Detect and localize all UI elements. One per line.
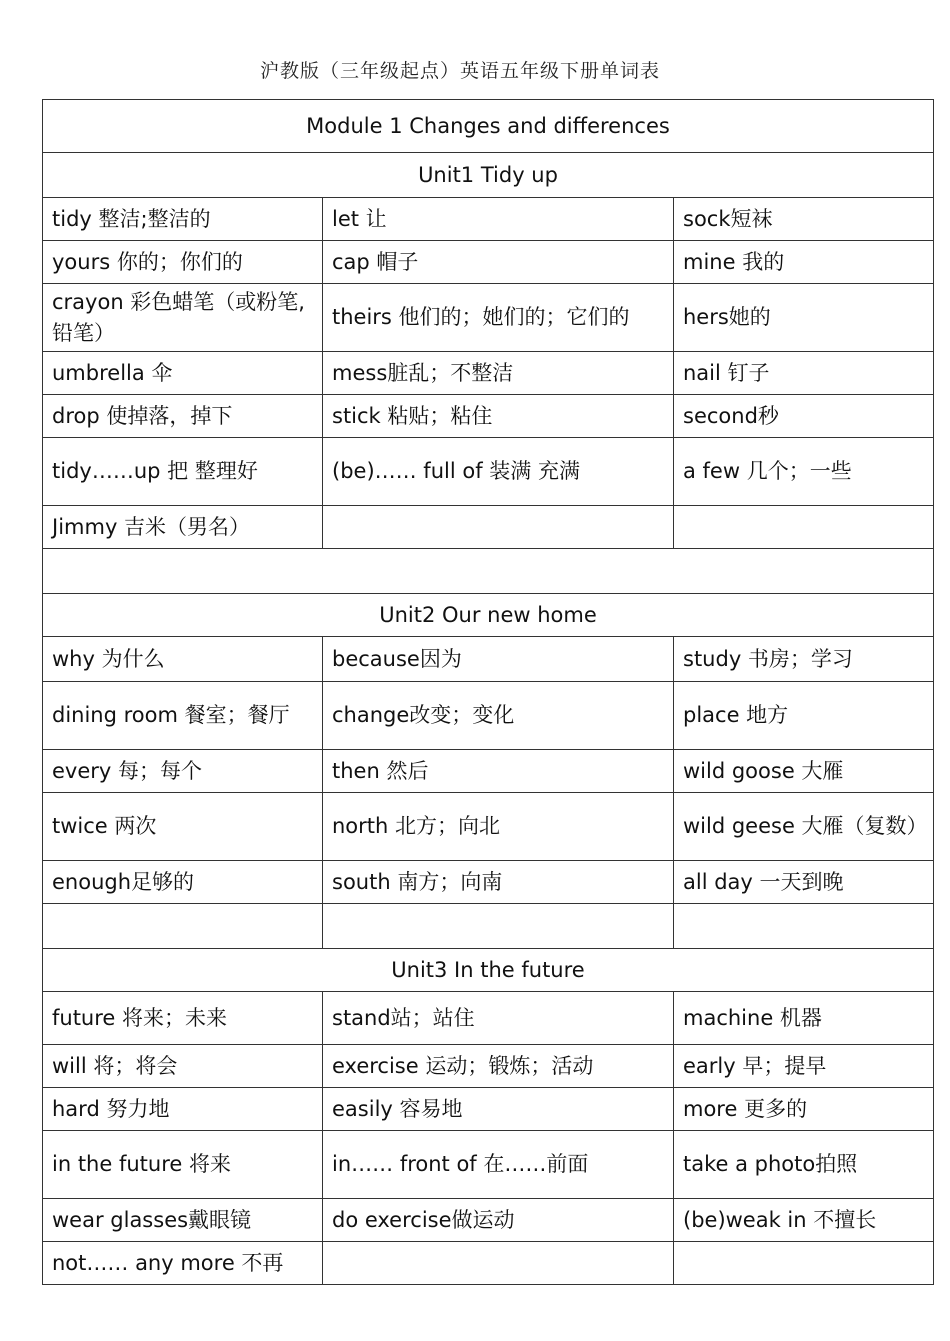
word-cell: all day 一天到晚 <box>674 861 934 904</box>
word-cell: yours 你的；你们的 <box>43 241 323 284</box>
word-cell: future 将来；未来 <box>43 992 323 1045</box>
table-row <box>43 506 934 549</box>
word-cell: exercise 运动；锻炼；活动 <box>323 1045 674 1088</box>
word-cell: dining room 餐室；餐厅 <box>43 682 323 750</box>
word-cell: because因为 <box>323 637 674 682</box>
word-cell: a few 几个；一些 <box>674 438 934 506</box>
word-cell: let 让 <box>323 198 674 241</box>
word-cell <box>323 904 674 949</box>
word-cell: mine 我的 <box>674 241 934 284</box>
table-row <box>43 1242 934 1285</box>
word-cell: enough足够的 <box>43 861 323 904</box>
word-cell: hers她的 <box>674 284 934 352</box>
spacer-row <box>43 549 934 594</box>
module-row <box>43 100 934 153</box>
table-row <box>43 861 934 904</box>
table-row <box>43 395 934 438</box>
word-cell: Jimmy 吉米（男名） <box>43 506 323 549</box>
word-cell: do exercise做运动 <box>323 1199 674 1242</box>
unit-header-row <box>43 153 934 198</box>
word-cell: then 然后 <box>323 750 674 793</box>
word-cell: change改变；变化 <box>323 682 674 750</box>
word-cell: early 早；提早 <box>674 1045 934 1088</box>
word-cell: stick 粘贴；粘住 <box>323 395 674 438</box>
word-cell: sock短袜 <box>674 198 934 241</box>
word-cell: wild goose 大雁 <box>674 750 934 793</box>
word-cell: (be)…… full of 装满 充满 <box>323 438 674 506</box>
word-cell: hard 努力地 <box>43 1088 323 1131</box>
unit-header-row <box>43 949 934 992</box>
word-cell <box>674 506 934 549</box>
module-title: Module 1 Changes and differences <box>43 100 934 153</box>
word-cell: not…… any more 不再 <box>43 1242 323 1285</box>
table-row <box>43 904 934 949</box>
word-cell: wear glasses戴眼镜 <box>43 1199 323 1242</box>
word-cell: every 每；每个 <box>43 750 323 793</box>
table-row <box>43 352 934 395</box>
word-cell: stand站；站住 <box>323 992 674 1045</box>
word-cell: in…… front of 在……前面 <box>323 1131 674 1199</box>
word-cell: place 地方 <box>674 682 934 750</box>
word-cell: tidy……up 把 整理好 <box>43 438 323 506</box>
table-row <box>43 1088 934 1131</box>
word-cell <box>674 1242 934 1285</box>
unit-title: Unit1 Tidy up <box>43 153 934 198</box>
table-row <box>43 438 934 506</box>
word-cell: why 为什么 <box>43 637 323 682</box>
table-row <box>43 682 934 750</box>
word-cell: second秒 <box>674 395 934 438</box>
word-cell: (be)weak in 不擅长 <box>674 1199 934 1242</box>
word-cell: umbrella 伞 <box>43 352 323 395</box>
table-row <box>43 1131 934 1199</box>
word-cell <box>674 904 934 949</box>
table-row <box>43 750 934 793</box>
word-cell: nail 钉子 <box>674 352 934 395</box>
word-cell <box>323 1242 674 1285</box>
table-row <box>43 637 934 682</box>
word-cell: take a photo拍照 <box>674 1131 934 1199</box>
word-cell: south 南方；向南 <box>323 861 674 904</box>
word-cell: crayon 彩色蜡笔（或粉笔,铅笔） <box>43 284 323 352</box>
word-cell: in the future 将来 <box>43 1131 323 1199</box>
word-cell: easily 容易地 <box>323 1088 674 1131</box>
document-title: 沪教版（三年级起点）英语五年级下册单词表 <box>259 60 660 82</box>
table-row <box>43 793 934 861</box>
word-cell <box>43 904 323 949</box>
table-row <box>43 241 934 284</box>
word-cell <box>323 506 674 549</box>
word-cell: will 将；将会 <box>43 1045 323 1088</box>
word-cell: machine 机器 <box>674 992 934 1045</box>
word-cell: theirs 他们的；她们的；它们的 <box>323 284 674 352</box>
unit-title: Unit3 In the future <box>43 949 934 992</box>
word-cell: study 书房；学习 <box>674 637 934 682</box>
word-cell: drop 使掉落，掉下 <box>43 395 323 438</box>
word-cell: tidy 整洁;整洁的 <box>43 198 323 241</box>
table-row <box>43 992 934 1045</box>
unit-title: Unit2 Our new home <box>43 594 934 637</box>
vocabulary-table <box>42 99 934 1285</box>
word-cell: more 更多的 <box>674 1088 934 1131</box>
word-cell: north 北方；向北 <box>323 793 674 861</box>
word-cell: twice 两次 <box>43 793 323 861</box>
unit-header-row <box>43 594 934 637</box>
table-row <box>43 198 934 241</box>
table-row <box>43 1199 934 1242</box>
word-cell: mess脏乱；不整洁 <box>323 352 674 395</box>
table-row <box>43 284 934 352</box>
table-row <box>43 1045 934 1088</box>
empty-cell <box>43 549 934 594</box>
word-cell: wild geese 大雁（复数） <box>674 793 934 861</box>
word-cell: cap 帽子 <box>323 241 674 284</box>
